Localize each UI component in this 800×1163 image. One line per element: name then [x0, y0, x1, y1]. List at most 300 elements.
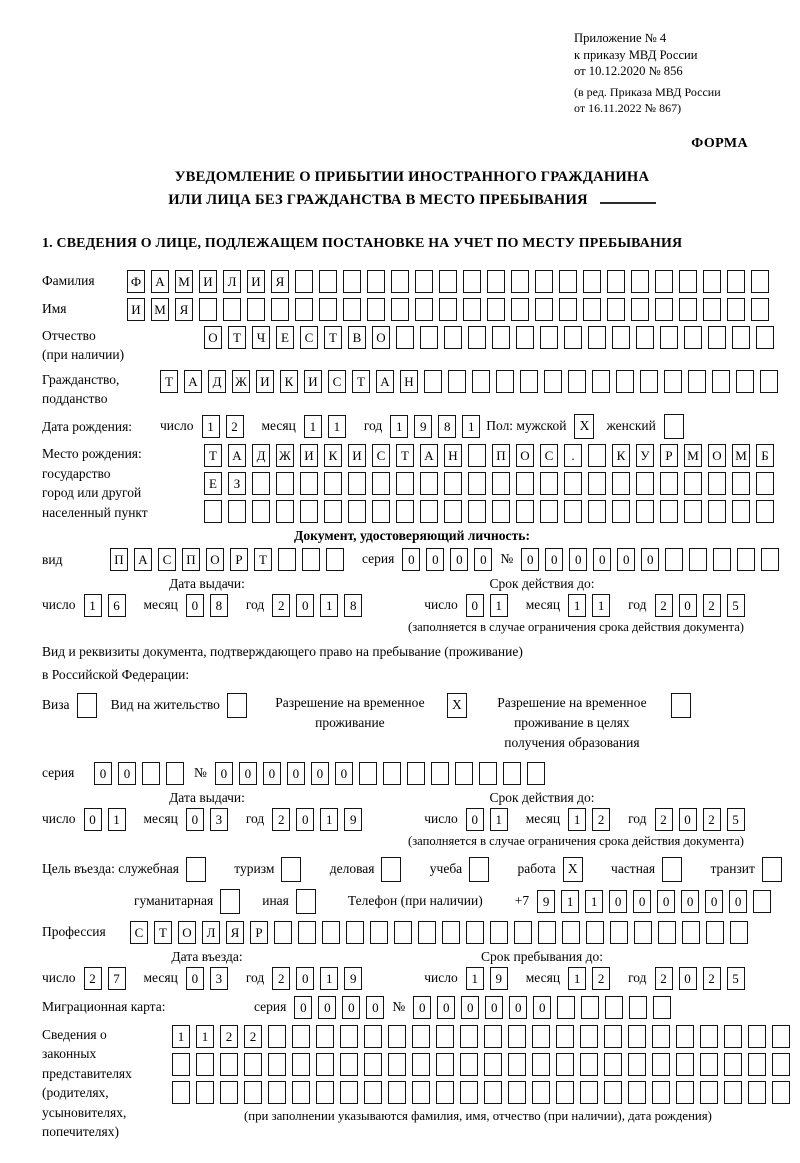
char-box[interactable]: [689, 548, 707, 571]
char-box[interactable]: С: [158, 548, 176, 571]
char-box[interactable]: [252, 500, 270, 523]
char-box[interactable]: [319, 270, 337, 293]
char-box[interactable]: Я: [175, 298, 193, 321]
char-box[interactable]: [724, 1025, 742, 1048]
char-box[interactable]: [616, 370, 634, 393]
char-box[interactable]: 0: [617, 548, 635, 571]
char-box[interactable]: 9: [490, 967, 508, 990]
char-box[interactable]: 0: [84, 808, 102, 831]
char-box[interactable]: [676, 1053, 694, 1076]
char-box[interactable]: [468, 500, 486, 523]
char-box[interactable]: [564, 326, 582, 349]
char-box[interactable]: [326, 548, 344, 571]
char-box[interactable]: [436, 1025, 454, 1048]
char-box[interactable]: [466, 921, 484, 944]
char-box[interactable]: [172, 1053, 190, 1076]
char-box[interactable]: [492, 500, 510, 523]
char-box[interactable]: [628, 1081, 646, 1104]
char-box[interactable]: [544, 370, 562, 393]
char-box[interactable]: [748, 1081, 766, 1104]
male-checkbox[interactable]: X: [574, 414, 594, 439]
char-box[interactable]: [244, 1081, 262, 1104]
char-box[interactable]: [604, 1025, 622, 1048]
char-box[interactable]: [484, 1081, 502, 1104]
char-box[interactable]: [631, 270, 649, 293]
char-box[interactable]: [300, 500, 318, 523]
char-box[interactable]: [196, 1053, 214, 1076]
char-box[interactable]: 1: [490, 808, 508, 831]
char-box[interactable]: [348, 500, 366, 523]
char-box[interactable]: Ж: [232, 370, 250, 393]
char-box[interactable]: [580, 1053, 598, 1076]
char-box[interactable]: [348, 472, 366, 495]
temp-residence-checkbox[interactable]: X: [447, 693, 467, 718]
char-box[interactable]: [703, 270, 721, 293]
char-box[interactable]: Л: [202, 921, 220, 944]
char-box[interactable]: Ф: [127, 270, 145, 293]
char-box[interactable]: [684, 500, 702, 523]
char-box[interactable]: С: [130, 921, 148, 944]
char-box[interactable]: 0: [94, 762, 112, 785]
char-box[interactable]: [607, 270, 625, 293]
char-box[interactable]: .: [564, 444, 582, 467]
char-box[interactable]: 1: [196, 1025, 214, 1048]
char-box[interactable]: [756, 500, 774, 523]
char-box[interactable]: [472, 370, 490, 393]
char-box[interactable]: [588, 472, 606, 495]
char-box[interactable]: [364, 1053, 382, 1076]
char-box[interactable]: [247, 298, 265, 321]
char-box[interactable]: [340, 1025, 358, 1048]
char-box[interactable]: М: [151, 298, 169, 321]
char-box[interactable]: [532, 1053, 550, 1076]
char-box[interactable]: [706, 921, 724, 944]
char-box[interactable]: [516, 326, 534, 349]
char-box[interactable]: Р: [230, 548, 248, 571]
char-box[interactable]: [511, 298, 529, 321]
char-box[interactable]: [372, 500, 390, 523]
char-box[interactable]: [556, 1053, 574, 1076]
char-box[interactable]: [394, 921, 412, 944]
char-box[interactable]: С: [540, 444, 558, 467]
char-box[interactable]: [424, 370, 442, 393]
char-box[interactable]: [772, 1053, 790, 1076]
char-box[interactable]: 0: [450, 548, 468, 571]
char-box[interactable]: [727, 270, 745, 293]
char-box[interactable]: 0: [681, 890, 699, 913]
char-box[interactable]: [612, 500, 630, 523]
char-box[interactable]: [220, 1081, 238, 1104]
char-box[interactable]: 2: [655, 594, 673, 617]
char-box[interactable]: [346, 921, 364, 944]
char-box[interactable]: [772, 1025, 790, 1048]
char-box[interactable]: 2: [220, 1025, 238, 1048]
char-box[interactable]: 2: [592, 808, 610, 831]
char-box[interactable]: Б: [756, 444, 774, 467]
char-box[interactable]: Т: [324, 326, 342, 349]
char-box[interactable]: [508, 1053, 526, 1076]
purpose-study-checkbox[interactable]: [469, 857, 489, 882]
char-box[interactable]: 0: [186, 594, 204, 617]
char-box[interactable]: 0: [657, 890, 675, 913]
char-box[interactable]: [772, 1081, 790, 1104]
char-box[interactable]: 0: [318, 996, 336, 1019]
char-box[interactable]: 2: [272, 808, 290, 831]
char-box[interactable]: 2: [272, 594, 290, 617]
female-checkbox[interactable]: [664, 414, 684, 439]
char-box[interactable]: [420, 472, 438, 495]
char-box[interactable]: [271, 298, 289, 321]
char-box[interactable]: О: [206, 548, 224, 571]
char-box[interactable]: 0: [366, 996, 384, 1019]
char-box[interactable]: 0: [679, 594, 697, 617]
char-box[interactable]: [204, 500, 222, 523]
char-box[interactable]: [760, 370, 778, 393]
char-box[interactable]: [676, 1025, 694, 1048]
char-box[interactable]: [532, 1081, 550, 1104]
char-box[interactable]: 9: [344, 808, 362, 831]
char-box[interactable]: З: [228, 472, 246, 495]
char-box[interactable]: Т: [396, 444, 414, 467]
char-box[interactable]: А: [184, 370, 202, 393]
char-box[interactable]: [703, 298, 721, 321]
char-box[interactable]: [391, 270, 409, 293]
char-box[interactable]: [631, 298, 649, 321]
char-box[interactable]: [684, 326, 702, 349]
char-box[interactable]: 0: [437, 996, 455, 1019]
char-box[interactable]: [412, 1053, 430, 1076]
char-box[interactable]: 0: [641, 548, 659, 571]
char-box[interactable]: [508, 1081, 526, 1104]
char-box[interactable]: [316, 1081, 334, 1104]
char-box[interactable]: [439, 298, 457, 321]
char-box[interactable]: [359, 762, 377, 785]
char-box[interactable]: [324, 500, 342, 523]
char-box[interactable]: [688, 370, 706, 393]
char-box[interactable]: [503, 762, 521, 785]
char-box[interactable]: [586, 921, 604, 944]
char-box[interactable]: [436, 1053, 454, 1076]
char-box[interactable]: [302, 548, 320, 571]
char-box[interactable]: Л: [223, 270, 241, 293]
char-box[interactable]: 6: [108, 594, 126, 617]
char-box[interactable]: [479, 762, 497, 785]
char-box[interactable]: [724, 1081, 742, 1104]
residence-permit-checkbox[interactable]: [227, 693, 247, 718]
char-box[interactable]: [199, 298, 217, 321]
char-box[interactable]: [276, 472, 294, 495]
purpose-business-checkbox[interactable]: [381, 857, 401, 882]
char-box[interactable]: М: [732, 444, 750, 467]
char-box[interactable]: [653, 996, 671, 1019]
char-box[interactable]: [420, 500, 438, 523]
char-box[interactable]: [142, 762, 160, 785]
char-box[interactable]: Т: [254, 548, 272, 571]
char-box[interactable]: [532, 1025, 550, 1048]
char-box[interactable]: 1: [202, 415, 220, 438]
char-box[interactable]: 0: [609, 890, 627, 913]
char-box[interactable]: [396, 326, 414, 349]
char-box[interactable]: 1: [585, 890, 603, 913]
char-box[interactable]: [737, 548, 755, 571]
char-box[interactable]: [640, 370, 658, 393]
char-box[interactable]: [324, 472, 342, 495]
char-box[interactable]: О: [372, 326, 390, 349]
char-box[interactable]: [367, 270, 385, 293]
char-box[interactable]: 0: [342, 996, 360, 1019]
char-box[interactable]: 2: [592, 967, 610, 990]
char-box[interactable]: [448, 370, 466, 393]
char-box[interactable]: [268, 1025, 286, 1048]
char-box[interactable]: [610, 921, 628, 944]
char-box[interactable]: К: [612, 444, 630, 467]
char-box[interactable]: [278, 548, 296, 571]
char-box[interactable]: [322, 921, 340, 944]
char-box[interactable]: [444, 326, 462, 349]
char-box[interactable]: [316, 1053, 334, 1076]
char-box[interactable]: [244, 1053, 262, 1076]
char-box[interactable]: [604, 1053, 622, 1076]
char-box[interactable]: 1: [561, 890, 579, 913]
char-box[interactable]: 0: [485, 996, 503, 1019]
char-box[interactable]: [581, 996, 599, 1019]
char-box[interactable]: [756, 472, 774, 495]
char-box[interactable]: О: [516, 444, 534, 467]
char-box[interactable]: [492, 472, 510, 495]
char-box[interactable]: [583, 298, 601, 321]
char-box[interactable]: 1: [320, 967, 338, 990]
char-box[interactable]: С: [372, 444, 390, 467]
char-box[interactable]: 0: [569, 548, 587, 571]
char-box[interactable]: [676, 1081, 694, 1104]
char-box[interactable]: 2: [703, 594, 721, 617]
char-box[interactable]: 8: [344, 594, 362, 617]
char-box[interactable]: [343, 270, 361, 293]
char-box[interactable]: [463, 298, 481, 321]
char-box[interactable]: 0: [215, 762, 233, 785]
char-box[interactable]: К: [324, 444, 342, 467]
char-box[interactable]: 5: [727, 808, 745, 831]
char-box[interactable]: [527, 762, 545, 785]
char-box[interactable]: 0: [533, 996, 551, 1019]
char-box[interactable]: 8: [210, 594, 228, 617]
char-box[interactable]: [540, 326, 558, 349]
purpose-humanitarian-checkbox[interactable]: [220, 889, 240, 914]
char-box[interactable]: 2: [655, 808, 673, 831]
char-box[interactable]: [396, 472, 414, 495]
char-box[interactable]: [463, 270, 481, 293]
char-box[interactable]: [319, 298, 337, 321]
char-box[interactable]: П: [492, 444, 510, 467]
char-box[interactable]: [535, 298, 553, 321]
char-box[interactable]: И: [127, 298, 145, 321]
char-box[interactable]: О: [708, 444, 726, 467]
char-box[interactable]: [418, 921, 436, 944]
purpose-tourism-checkbox[interactable]: [281, 857, 301, 882]
char-box[interactable]: [557, 996, 575, 1019]
char-box[interactable]: [383, 762, 401, 785]
char-box[interactable]: [655, 270, 673, 293]
purpose-transit-checkbox[interactable]: [762, 857, 782, 882]
char-box[interactable]: [460, 1053, 478, 1076]
char-box[interactable]: [748, 1053, 766, 1076]
char-box[interactable]: [268, 1053, 286, 1076]
char-box[interactable]: 0: [263, 762, 281, 785]
char-box[interactable]: [196, 1081, 214, 1104]
char-box[interactable]: [535, 270, 553, 293]
char-box[interactable]: 0: [287, 762, 305, 785]
char-box[interactable]: 0: [545, 548, 563, 571]
char-box[interactable]: [753, 890, 771, 913]
char-box[interactable]: [652, 1053, 670, 1076]
char-box[interactable]: 0: [466, 594, 484, 617]
char-box[interactable]: [660, 326, 678, 349]
char-box[interactable]: [679, 270, 697, 293]
purpose-work-checkbox[interactable]: X: [563, 857, 583, 882]
visa-checkbox[interactable]: [77, 693, 97, 718]
char-box[interactable]: [166, 762, 184, 785]
char-box[interactable]: [343, 298, 361, 321]
char-box[interactable]: [292, 1081, 310, 1104]
char-box[interactable]: Ч: [252, 326, 270, 349]
char-box[interactable]: [708, 472, 726, 495]
char-box[interactable]: 1: [328, 415, 346, 438]
char-box[interactable]: [508, 1025, 526, 1048]
char-box[interactable]: 0: [426, 548, 444, 571]
char-box[interactable]: А: [134, 548, 152, 571]
char-box[interactable]: [708, 326, 726, 349]
char-box[interactable]: [415, 270, 433, 293]
char-box[interactable]: [511, 270, 529, 293]
char-box[interactable]: [634, 921, 652, 944]
char-box[interactable]: [444, 472, 462, 495]
char-box[interactable]: 0: [311, 762, 329, 785]
char-box[interactable]: 0: [118, 762, 136, 785]
char-box[interactable]: 9: [537, 890, 555, 913]
char-box[interactable]: Д: [252, 444, 270, 467]
char-box[interactable]: [713, 548, 731, 571]
char-box[interactable]: [316, 1025, 334, 1048]
char-box[interactable]: 1: [320, 594, 338, 617]
char-box[interactable]: 0: [633, 890, 651, 913]
char-box[interactable]: [431, 762, 449, 785]
char-box[interactable]: [439, 270, 457, 293]
char-box[interactable]: П: [182, 548, 200, 571]
char-box[interactable]: [520, 370, 538, 393]
char-box[interactable]: 0: [296, 594, 314, 617]
char-box[interactable]: [516, 472, 534, 495]
char-box[interactable]: Ж: [276, 444, 294, 467]
char-box[interactable]: 0: [186, 967, 204, 990]
char-box[interactable]: К: [280, 370, 298, 393]
char-box[interactable]: 0: [593, 548, 611, 571]
char-box[interactable]: [412, 1081, 430, 1104]
char-box[interactable]: [496, 370, 514, 393]
char-box[interactable]: [564, 472, 582, 495]
char-box[interactable]: [228, 500, 246, 523]
char-box[interactable]: [220, 1053, 238, 1076]
char-box[interactable]: Е: [204, 472, 222, 495]
char-box[interactable]: [562, 921, 580, 944]
char-box[interactable]: И: [247, 270, 265, 293]
char-box[interactable]: [660, 500, 678, 523]
char-box[interactable]: [436, 1081, 454, 1104]
char-box[interactable]: [223, 298, 241, 321]
char-box[interactable]: 1: [320, 808, 338, 831]
char-box[interactable]: [592, 370, 610, 393]
char-box[interactable]: [540, 500, 558, 523]
char-box[interactable]: [468, 326, 486, 349]
char-box[interactable]: 1: [466, 967, 484, 990]
char-box[interactable]: [364, 1081, 382, 1104]
char-box[interactable]: 2: [272, 967, 290, 990]
char-box[interactable]: Р: [250, 921, 268, 944]
char-box[interactable]: Т: [204, 444, 222, 467]
char-box[interactable]: [484, 1025, 502, 1048]
char-box[interactable]: 7: [108, 967, 126, 990]
char-box[interactable]: [700, 1053, 718, 1076]
char-box[interactable]: [583, 270, 601, 293]
char-box[interactable]: [679, 298, 697, 321]
char-box[interactable]: [636, 500, 654, 523]
char-box[interactable]: Я: [271, 270, 289, 293]
char-box[interactable]: [514, 921, 532, 944]
char-box[interactable]: [340, 1053, 358, 1076]
char-box[interactable]: [700, 1025, 718, 1048]
char-box[interactable]: 1: [84, 594, 102, 617]
char-box[interactable]: [559, 270, 577, 293]
char-box[interactable]: 2: [244, 1025, 262, 1048]
purpose-official-checkbox[interactable]: [186, 857, 206, 882]
char-box[interactable]: С: [300, 326, 318, 349]
char-box[interactable]: [412, 1025, 430, 1048]
char-box[interactable]: [751, 270, 769, 293]
char-box[interactable]: У: [636, 444, 654, 467]
char-box[interactable]: [604, 1081, 622, 1104]
char-box[interactable]: [540, 472, 558, 495]
char-box[interactable]: [628, 1053, 646, 1076]
char-box[interactable]: 1: [462, 415, 480, 438]
char-box[interactable]: 8: [438, 415, 456, 438]
char-box[interactable]: [516, 500, 534, 523]
char-box[interactable]: О: [178, 921, 196, 944]
char-box[interactable]: 0: [239, 762, 257, 785]
char-box[interactable]: [172, 1081, 190, 1104]
char-box[interactable]: Т: [352, 370, 370, 393]
char-box[interactable]: [580, 1025, 598, 1048]
char-box[interactable]: [372, 472, 390, 495]
char-box[interactable]: Я: [226, 921, 244, 944]
char-box[interactable]: [748, 1025, 766, 1048]
char-box[interactable]: Т: [228, 326, 246, 349]
char-box[interactable]: 2: [226, 415, 244, 438]
char-box[interactable]: [607, 298, 625, 321]
char-box[interactable]: [292, 1025, 310, 1048]
char-box[interactable]: С: [328, 370, 346, 393]
char-box[interactable]: 1: [108, 808, 126, 831]
char-box[interactable]: [340, 1081, 358, 1104]
purpose-private-checkbox[interactable]: [662, 857, 682, 882]
char-box[interactable]: [276, 500, 294, 523]
char-box[interactable]: М: [175, 270, 193, 293]
char-box[interactable]: [665, 548, 683, 571]
char-box[interactable]: [732, 500, 750, 523]
char-box[interactable]: [468, 472, 486, 495]
char-box[interactable]: [274, 921, 292, 944]
char-box[interactable]: 2: [703, 808, 721, 831]
char-box[interactable]: И: [256, 370, 274, 393]
char-box[interactable]: [564, 500, 582, 523]
